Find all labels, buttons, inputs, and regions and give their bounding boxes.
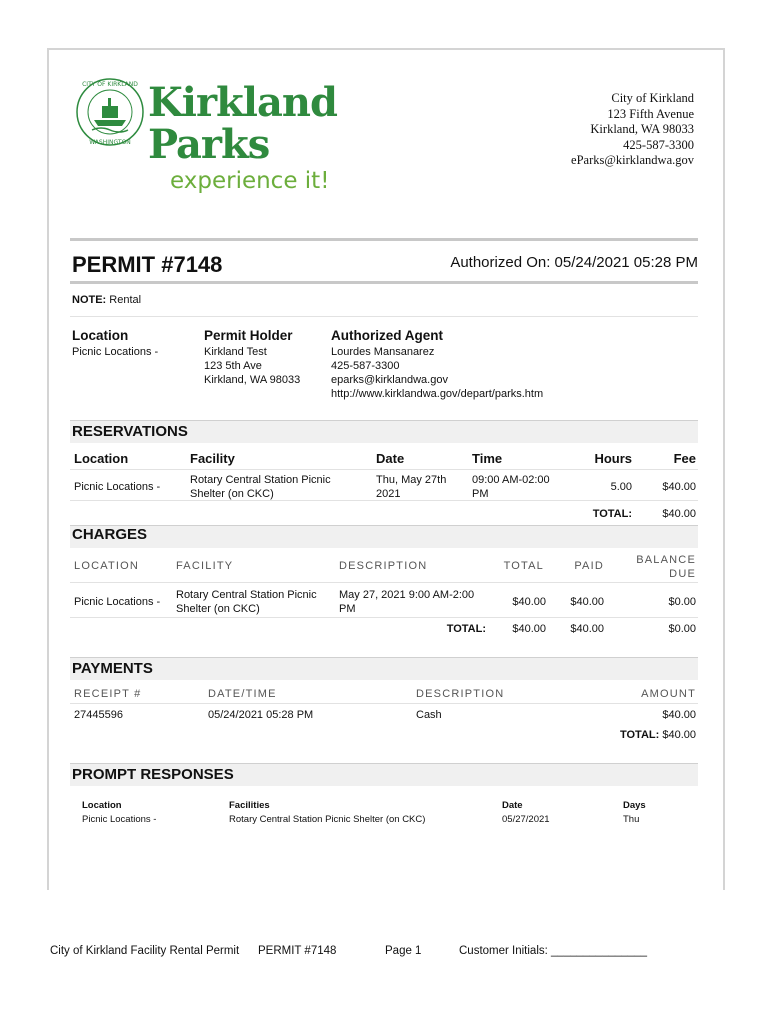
authorized-agent-heading: Authorized Agent <box>331 328 443 343</box>
holder-line: 123 5th Ave <box>204 360 262 372</box>
balance-header-line: DUE <box>669 568 696 580</box>
charges-section-bar <box>70 525 698 548</box>
pay-header-datetime: DATE/TIME <box>208 688 277 700</box>
chg-header-description: DESCRIPTION <box>339 560 428 572</box>
note-value: Rental <box>109 294 142 306</box>
res-total-label: TOTAL: <box>592 508 632 520</box>
svg-text:CITY OF KIRKLAND: CITY OF KIRKLAND <box>82 81 138 88</box>
chg-total-balance: $0.00 <box>668 623 696 635</box>
res-facility-line: Rotary Central Station Picnic <box>190 474 331 486</box>
pay-row-datetime: 05/24/2021 05:28 PM <box>208 709 314 721</box>
pay-header-amount: AMOUNT <box>641 688 696 700</box>
address-line: 425-587-3300 <box>623 137 694 152</box>
address-line: Kirkland, WA 98033 <box>590 122 694 136</box>
footer-permit: PERMIT #7148 <box>258 945 337 957</box>
logo-word-parks: Parks <box>148 121 270 168</box>
footer-doc-name: City of Kirkland Facility Rental Permit <box>50 945 240 957</box>
divider <box>70 238 698 241</box>
balance-header-line: BALANCE <box>636 554 696 566</box>
chg-header-total: TOTAL <box>503 560 544 572</box>
org-address <box>571 91 694 169</box>
prompt-header-date: Date <box>502 800 523 811</box>
divider <box>70 281 698 284</box>
chg-header-facility: FACILITY <box>176 560 234 572</box>
location-heading: Location <box>72 328 129 343</box>
pay-row-description: Cash <box>416 709 442 721</box>
pay-row-receipt: 27445596 <box>74 709 123 721</box>
chg-facility-line: Shelter (on CKC) <box>176 603 260 615</box>
chg-total-total: $40.00 <box>512 623 546 635</box>
res-time-line: 09:00 AM-02:00 <box>472 474 550 486</box>
prompt-row-location: Picnic Locations - <box>82 814 157 825</box>
res-row-location: Picnic Locations - <box>74 481 161 493</box>
res-header-time: Time <box>472 451 503 466</box>
chg-row-total: $40.00 <box>512 596 546 608</box>
payments-title: PAYMENTS <box>72 660 153 677</box>
footer-initials: Customer Initials: _______________ <box>459 945 647 957</box>
chg-row-description <box>339 588 474 616</box>
res-row-fee: $40.00 <box>662 481 696 493</box>
authorized-agent-details <box>331 345 543 401</box>
logo-word-kirkland: Kirkland <box>148 79 337 126</box>
footer-page: Page 1 <box>385 945 422 957</box>
agent-link[interactable]: http://www.kirklandwa.gov/depart/parks.htm <box>331 388 544 400</box>
logo-tagline: experience it! <box>170 168 330 194</box>
res-header-date: Date <box>376 451 405 466</box>
permit-holder-details <box>204 345 300 387</box>
svg-text:WASHINGTON: WASHINGTON <box>89 139 131 146</box>
chg-total-label: TOTAL: <box>446 623 486 635</box>
address-line: 123 Fifth Avenue <box>607 106 694 121</box>
pay-header-description: DESCRIPTION <box>416 688 505 700</box>
charges-title: CHARGES <box>72 526 148 543</box>
permit-holder-heading: Permit Holder <box>204 328 293 343</box>
divider <box>70 500 698 501</box>
res-header-facility: Facility <box>190 451 235 466</box>
address-line: City of Kirkland <box>611 91 694 105</box>
chg-header-location: LOCATION <box>74 560 140 572</box>
chg-facility-line: Rotary Central Station Picnic <box>176 589 317 601</box>
res-header-fee: Fee <box>673 451 696 466</box>
chg-header-balance <box>612 553 696 581</box>
authorized-on: Authorized On: 05/24/2021 05:28 PM <box>450 254 698 271</box>
chg-row-facility <box>176 588 317 616</box>
prompt-row-days: Thu <box>623 814 640 825</box>
chg-row-location: Picnic Locations - <box>74 596 161 608</box>
agent-line: eparks@kirklandwa.gov <box>331 374 448 386</box>
reservations-title: RESERVATIONS <box>72 423 188 440</box>
holder-line: Kirkland Test <box>204 346 267 358</box>
chg-row-paid: $40.00 <box>570 596 604 608</box>
prompt-row-date: 05/27/2021 <box>502 814 550 825</box>
divider <box>70 703 698 704</box>
chg-row-balance: $0.00 <box>668 596 696 608</box>
prompt-header-location: Location <box>82 800 122 811</box>
chg-desc-line: May 27, 2021 9:00 AM-2:00 <box>339 589 475 601</box>
res-total-value: $40.00 <box>662 508 696 520</box>
prompt-row-facilities: Rotary Central Station Picnic Shelter (on CKC) <box>229 814 426 825</box>
res-row-time <box>472 473 550 501</box>
agent-line: 425-587-3300 <box>331 360 400 372</box>
res-row-date <box>376 473 446 501</box>
address-line: eParks@kirklandwa.gov <box>571 153 694 167</box>
city-seal-icon <box>74 76 146 148</box>
divider <box>70 469 698 470</box>
res-row-facility <box>190 473 331 501</box>
res-header-hours: Hours <box>594 451 632 466</box>
agent-line: Lourdes Mansanarez <box>331 346 435 358</box>
permit-title: PERMIT #7148 <box>72 252 223 277</box>
res-header-location: Location <box>74 451 129 466</box>
note <box>72 294 141 306</box>
pay-total-value: $40.00 <box>662 729 696 741</box>
kirkland-parks-logo <box>74 76 337 196</box>
res-time-line: PM <box>472 488 489 500</box>
res-facility-line: Shelter (on CKC) <box>190 488 274 500</box>
prompt-title: PROMPT RESPONSES <box>72 766 234 783</box>
prompt-header-days: Days <box>623 800 646 811</box>
divider <box>70 582 698 583</box>
res-date-line: Thu, May 27th <box>376 474 447 486</box>
pay-total <box>560 728 696 742</box>
holder-line: Kirkland, WA 98033 <box>204 374 301 386</box>
pay-header-receipt: RECEIPT # <box>74 688 142 700</box>
note-label: NOTE: <box>72 294 107 306</box>
chg-desc-line: PM <box>339 603 356 615</box>
divider <box>70 617 698 618</box>
payments-section-bar <box>70 657 698 680</box>
pay-total-label: TOTAL: <box>619 729 660 741</box>
location-value: Picnic Locations - <box>72 346 159 358</box>
res-date-line: 2021 <box>376 488 401 500</box>
chg-total-paid: $40.00 <box>570 623 604 635</box>
prompt-header-facilities: Facilities <box>229 800 270 811</box>
res-row-hours: 5.00 <box>610 481 632 493</box>
divider <box>70 316 698 317</box>
pay-row-amount: $40.00 <box>662 709 696 721</box>
chg-header-paid: PAID <box>574 560 604 572</box>
